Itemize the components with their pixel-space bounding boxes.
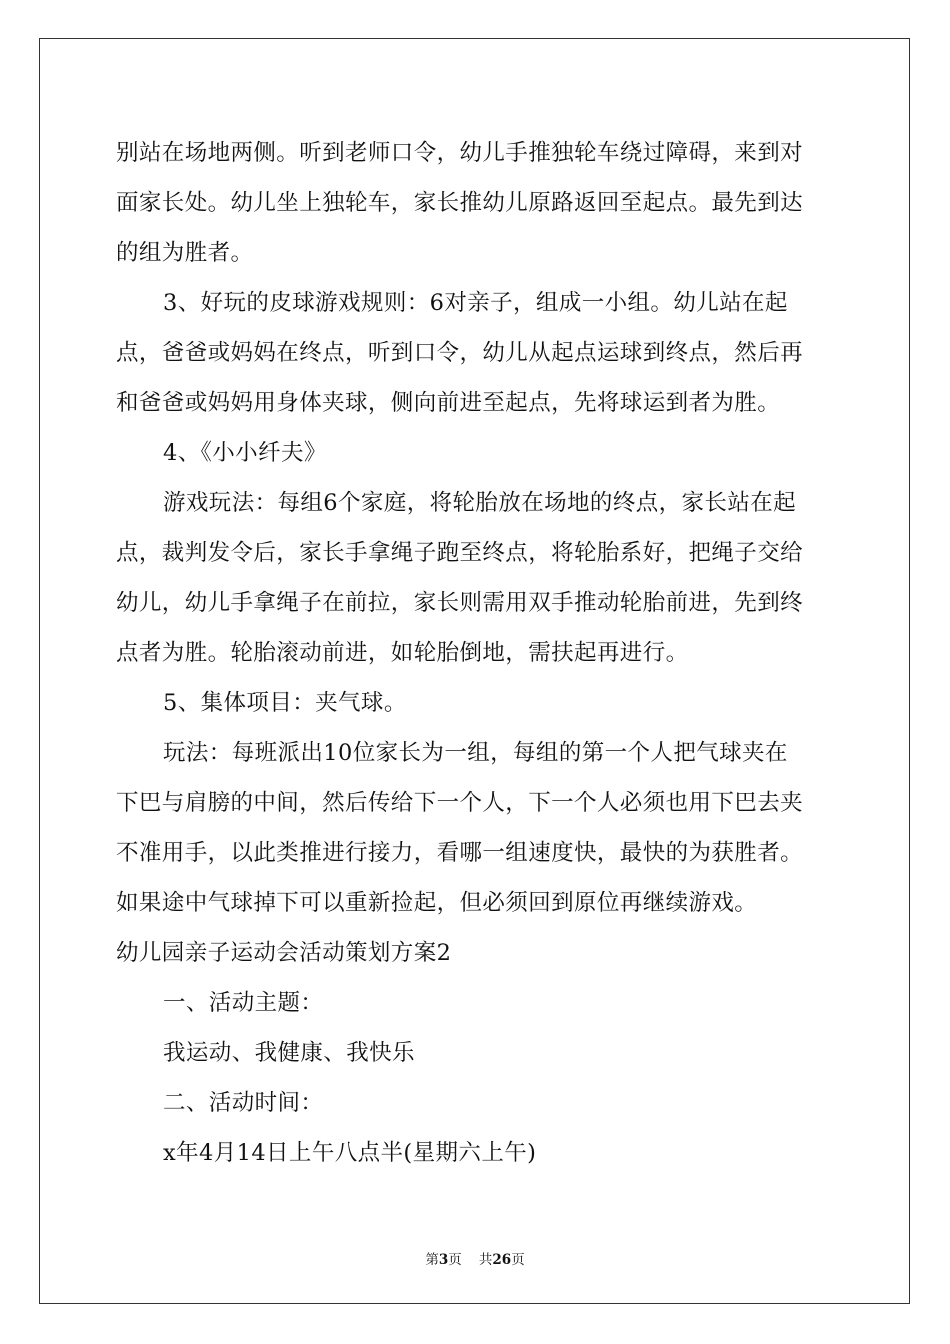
- body-line: 的组为胜者。: [116, 240, 254, 266]
- page-suffix: 页: [448, 1252, 462, 1268]
- page-total: 26: [492, 1252, 512, 1268]
- page-current: 3: [438, 1252, 449, 1268]
- body-line: 和爸爸或妈妈用身体夹球，侧向前进至起点，先将球运到者为胜。: [116, 390, 781, 416]
- body-line: 一、活动主题：: [163, 990, 324, 1016]
- body-line: 幼儿，幼儿手拿绳子在前拉，家长则需用双手推动轮胎前进，先到终: [116, 590, 804, 616]
- total-prefix: 共: [478, 1252, 493, 1268]
- body-line: 玩法：每班派出10位家长为一组，每组的第一个人把气球夹在: [163, 740, 788, 766]
- body-line: 点，爸爸或妈妈在终点，听到口令，幼儿从起点运球到终点，然后再: [116, 340, 804, 366]
- body-line: 点者为胜。轮胎滚动前进，如轮胎倒地，需扶起再进行。: [116, 640, 689, 666]
- page-footer: [0, 1248, 950, 1268]
- body-line: 别站在场地两侧。听到老师口令，幼儿手推独轮车绕过障碍，来到对: [116, 140, 804, 166]
- body-line: 如果途中气球掉下可以重新捡起，但必须回到原位再继续游戏。: [116, 890, 758, 916]
- section-title: 幼儿园亲子运动会活动策划方案2: [116, 940, 452, 966]
- body-line: 不准用手，以此类推进行接力，看哪一组速度快，最快的为获胜者。: [116, 840, 804, 866]
- body-line: 我运动、我健康、我快乐: [163, 1040, 415, 1066]
- body-line: 面家长处。幼儿坐上独轮车，家长推幼儿原路返回至起点。最先到达: [116, 190, 804, 216]
- body-line: 3、好玩的皮球游戏规则：6对亲子，组成一小组。幼儿站在起: [163, 290, 788, 316]
- body-line: x年4月14日上午八点半(星期六上午): [163, 1140, 537, 1166]
- body-line: 点，裁判发令后，家长手拿绳子跑至终点，将轮胎系好，把绳子交给: [116, 540, 804, 566]
- body-line: 5、集体项目：夹气球。: [163, 690, 407, 716]
- body-line: 4、《小小纤夫》: [163, 440, 327, 466]
- page-prefix: 第: [425, 1252, 439, 1268]
- body-line: 下巴与肩膀的中间，然后传给下一个人，下一个人必须也用下巴去夹: [116, 790, 804, 816]
- body-line: 游戏玩法：每组6个家庭，将轮胎放在场地的终点，家长站在起: [163, 490, 797, 516]
- body-line: 二、活动时间：: [163, 1090, 324, 1116]
- total-suffix: 页: [511, 1252, 525, 1268]
- document-body: [116, 128, 836, 1178]
